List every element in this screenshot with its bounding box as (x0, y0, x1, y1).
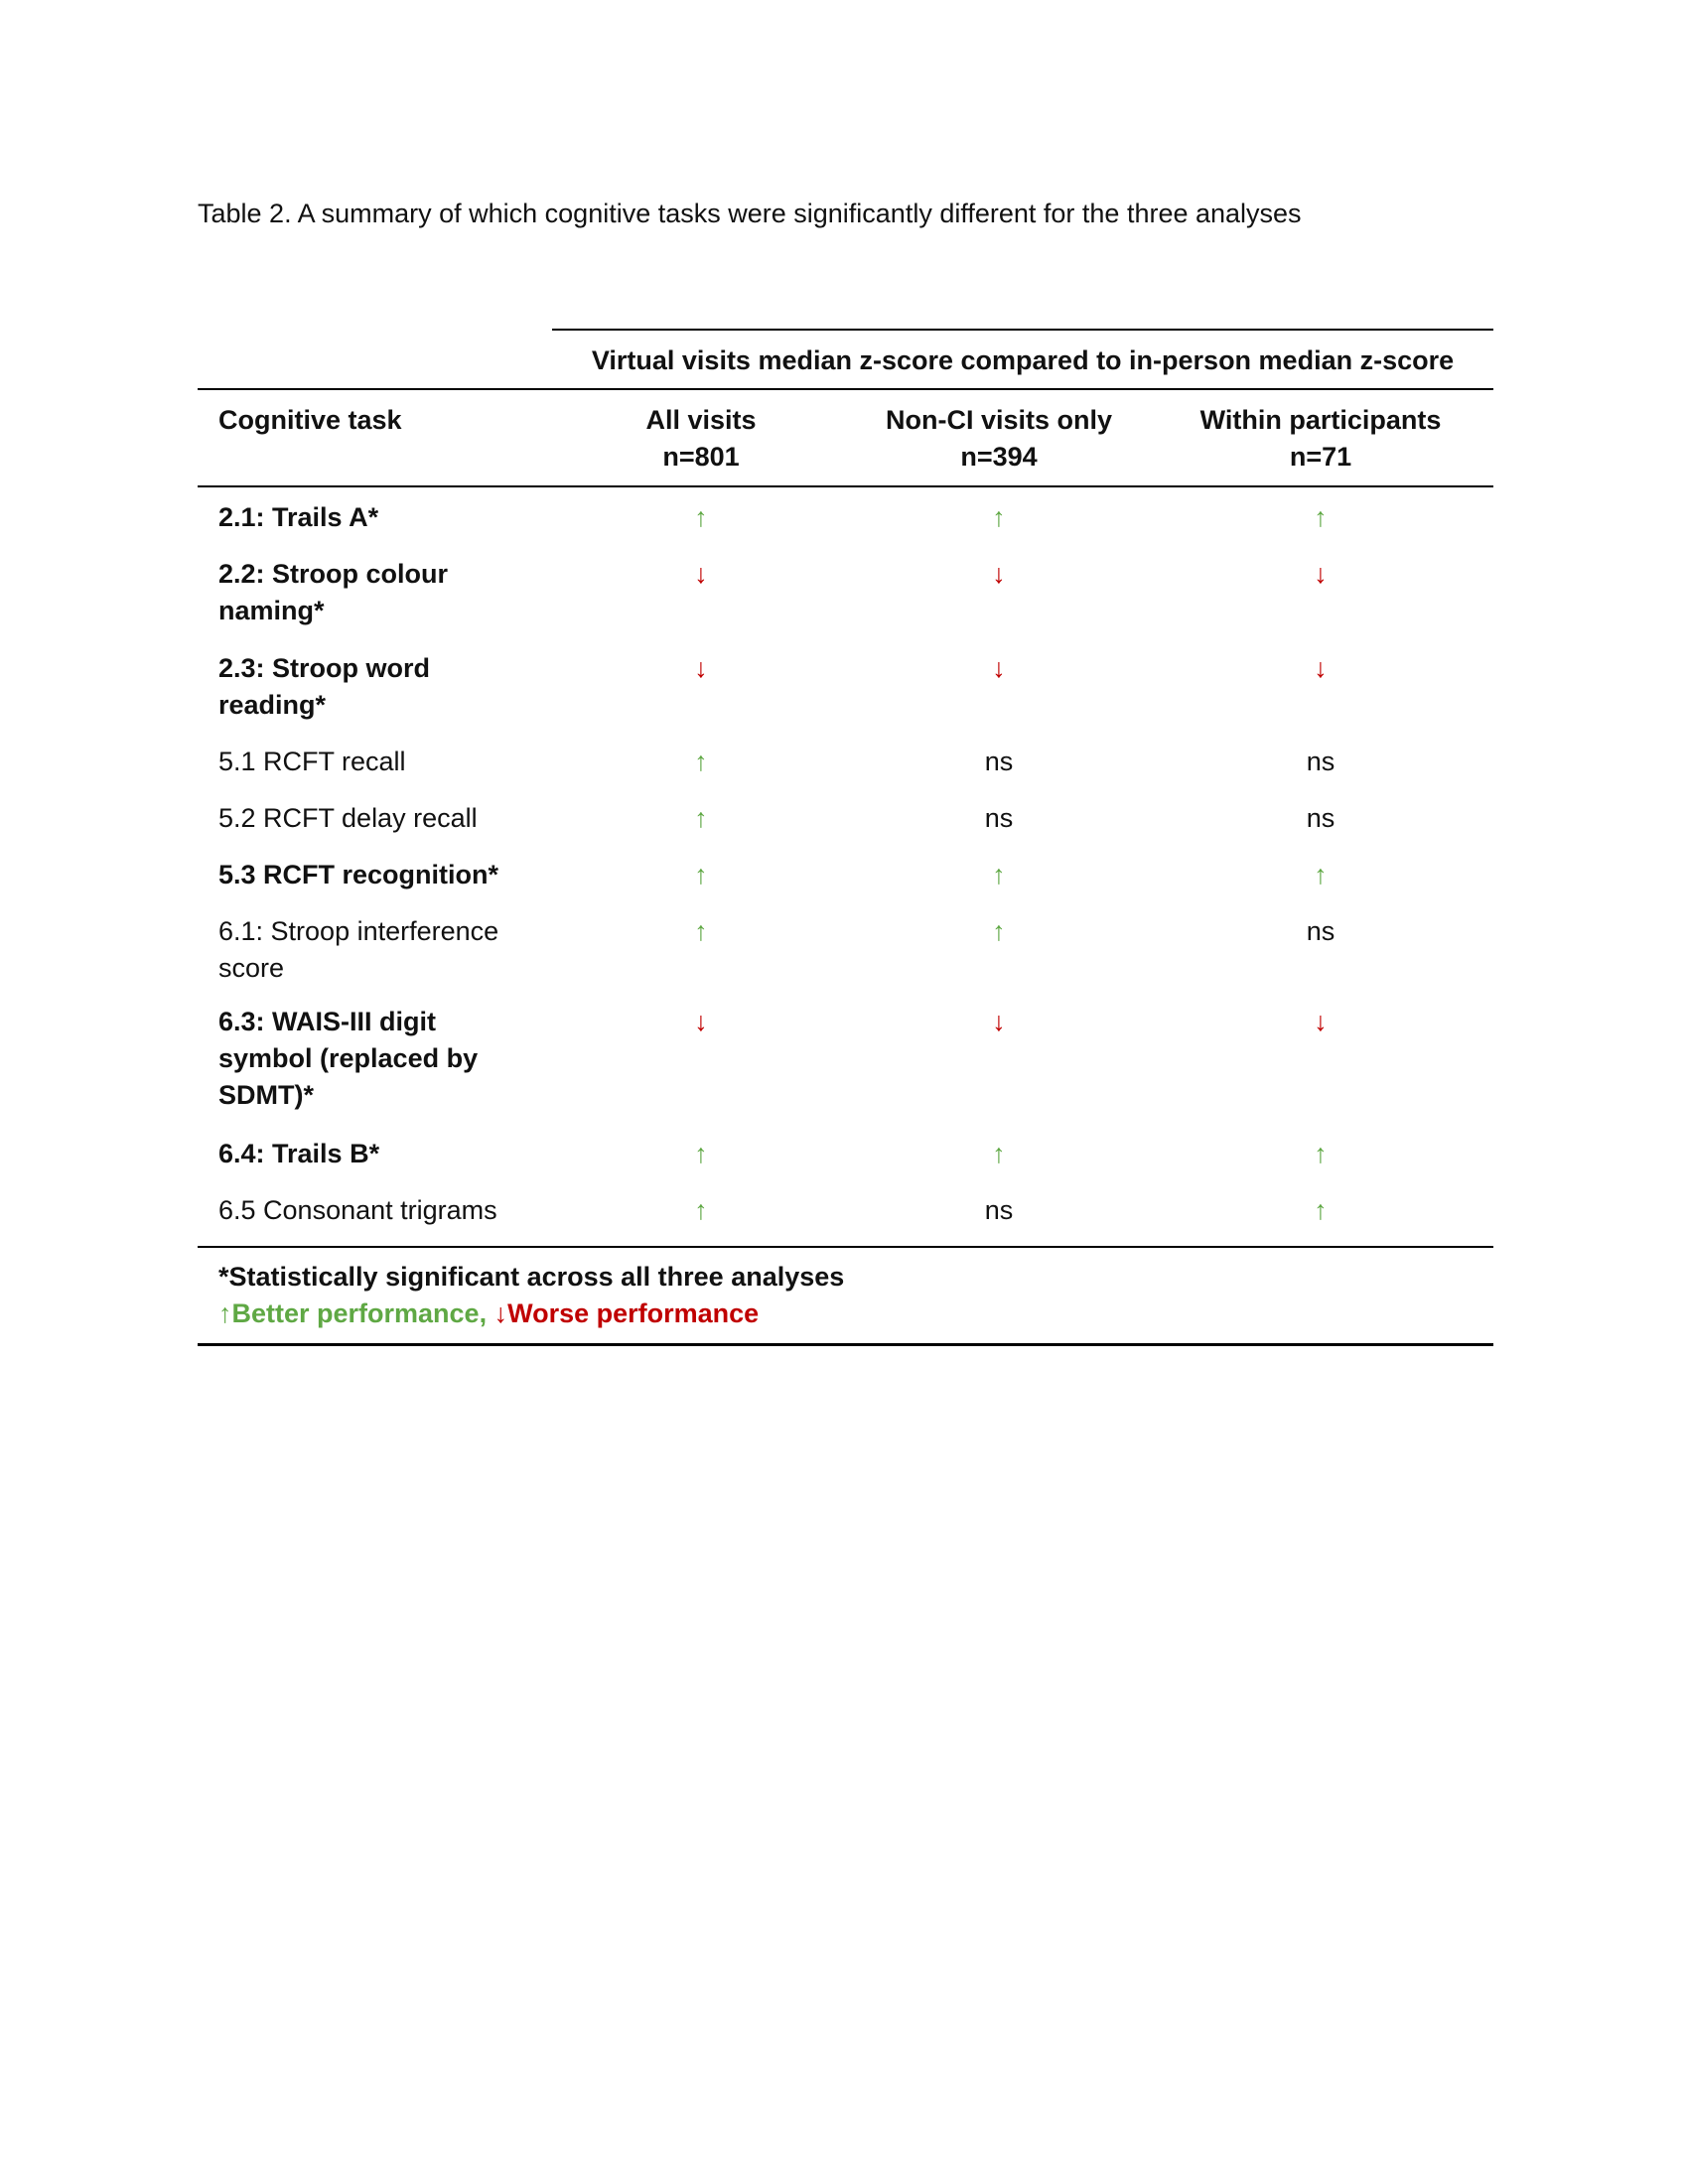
up-arrow-icon: ↑ (694, 916, 708, 946)
up-arrow-icon: ↑ (992, 1139, 1006, 1168)
up-arrow-icon: ↑ (1314, 1139, 1328, 1168)
not-significant-label: ns (1306, 803, 1336, 833)
row-task-label (218, 913, 546, 987)
down-arrow-icon: ↓ (694, 1007, 708, 1036)
up-arrow-icon: ↑ (694, 1195, 708, 1225)
not-significant-label: ns (984, 1195, 1014, 1225)
task-label-line: naming* (218, 596, 325, 625)
up-arrow-icon: ↑ (1314, 502, 1328, 532)
table-bottom-rule (198, 1343, 1493, 1346)
up-arrow-icon: ↑ (992, 502, 1006, 532)
col-header-within: Within participants n=71 (1199, 405, 1442, 472)
down-arrow-icon: ↓ (694, 653, 708, 683)
up-arrow-icon: ↑ (992, 916, 1006, 946)
down-arrow-icon: ↓ (992, 653, 1006, 683)
down-arrow-icon: ↓ (493, 1298, 508, 1328)
group-header-top-rule (552, 329, 1493, 331)
task-label-line: 2.1: Trails A* (218, 502, 379, 532)
row-task-label (218, 1004, 546, 1114)
task-label-line: 2.2: Stroop colour (218, 559, 449, 589)
down-arrow-icon: ↓ (992, 1007, 1006, 1036)
row-task-label (218, 857, 546, 893)
row-task-label (218, 556, 546, 629)
arrow-legend (218, 1296, 759, 1332)
up-arrow-icon: ↑ (694, 803, 708, 833)
not-significant-label: ns (1306, 916, 1336, 946)
row-task-label (218, 1136, 546, 1172)
down-arrow-icon: ↓ (694, 559, 708, 589)
row-task-label (218, 499, 546, 536)
down-arrow-icon: ↓ (1314, 1007, 1328, 1036)
task-column-header: Cognitive task (218, 405, 402, 435)
table-caption: Table 2. A summary of which cognitive tasks were significantly different for the three analyses (198, 199, 1302, 228)
group-header: Virtual visits median z-score compared to in-person median z-score (591, 345, 1455, 375)
body-bottom-rule-left (198, 1246, 552, 1248)
group-header-bottom-rule (198, 388, 1493, 390)
task-label-line: SDMT)* (218, 1080, 314, 1110)
significance-footnote: *Statistically significant across all three analyses (218, 1262, 845, 1292)
up-arrow-icon: ↑ (694, 1139, 708, 1168)
better-performance-label: Better performance, (231, 1298, 488, 1328)
up-arrow-icon: ↑ (694, 860, 708, 889)
col-header-non-ci: Non-CI visits only n=394 (885, 405, 1113, 472)
not-significant-label: ns (1306, 747, 1336, 776)
down-arrow-icon: ↓ (1314, 559, 1328, 589)
not-significant-label: ns (984, 747, 1014, 776)
row-task-label (218, 1192, 546, 1229)
down-arrow-icon: ↓ (992, 559, 1006, 589)
column-header-rule-left (198, 485, 552, 487)
up-arrow-icon: ↑ (1314, 1195, 1328, 1225)
task-label-line: 6.3: WAIS-III digit (218, 1007, 437, 1036)
task-label-line: 6.4: Trails B* (218, 1139, 380, 1168)
down-arrow-icon: ↓ (1314, 653, 1328, 683)
task-label-line: score (218, 953, 285, 983)
worse-performance-label: Worse performance (507, 1298, 760, 1328)
task-label-line: symbol (replaced by (218, 1043, 479, 1073)
up-arrow-icon: ↑ (694, 502, 708, 532)
up-arrow-icon: ↑ (1314, 860, 1328, 889)
row-task-label (218, 800, 546, 837)
up-arrow-icon: ↑ (694, 747, 708, 776)
column-header-rule (552, 485, 1493, 487)
not-significant-label: ns (984, 803, 1014, 833)
task-label-line: 6.5 Consonant trigrams (218, 1195, 497, 1225)
up-arrow-icon: ↑ (992, 860, 1006, 889)
col-header-all-visits: All visits n=801 (645, 405, 757, 472)
row-task-label (218, 650, 546, 724)
task-label-line: 5.1 RCFT recall (218, 747, 406, 776)
body-bottom-rule (552, 1246, 1493, 1248)
row-task-label (218, 744, 546, 780)
task-label-line: 6.1: Stroop interference (218, 916, 499, 946)
up-arrow-icon: ↑ (218, 1298, 232, 1328)
task-label-line: 5.3 RCFT recognition* (218, 860, 499, 889)
task-label-line: 5.2 RCFT delay recall (218, 803, 478, 833)
task-label-line: 2.3: Stroop word (218, 653, 431, 683)
task-label-line: reading* (218, 690, 327, 720)
